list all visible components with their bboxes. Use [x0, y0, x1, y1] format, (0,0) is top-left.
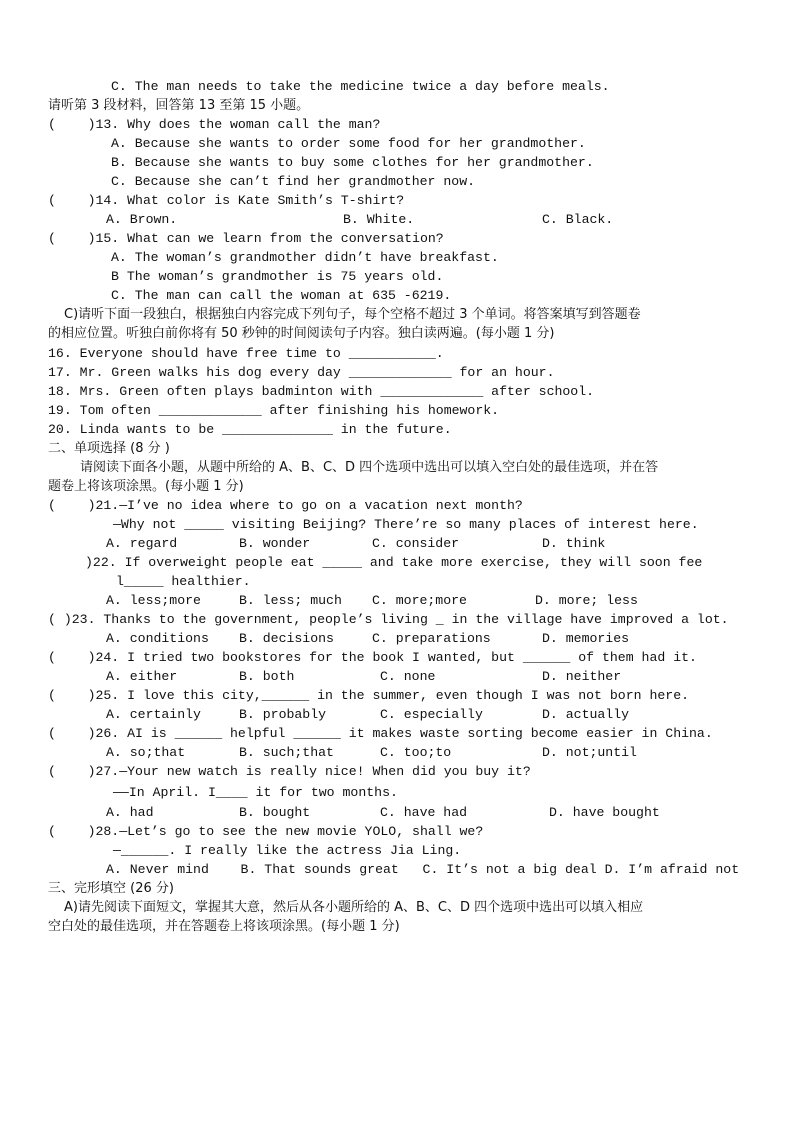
question-14: ( )14. What color is Kate Smith’s T-shirt?: [48, 193, 405, 208]
q21-option-c: C. consider: [372, 536, 460, 551]
q13-option-a: A. Because she wants to order some food for her grandmother.: [111, 136, 586, 151]
question-23: ( )23. Thanks to the government, people’s living _ in the village have improved a lot.: [48, 612, 729, 627]
question-18: 18. Mrs. Green often plays badminton with _____________ after school.: [48, 384, 595, 399]
section2-instruction-1: 请阅读下面各小题，从题中所给的 A、B、C、D 四个选项中选出可以填入空白处的最佳选项，并在答: [80, 460, 659, 475]
q26-option-b: B. such;that: [239, 745, 334, 760]
q24-option-d: D. neither: [542, 669, 622, 684]
q25-option-a: A. certainly: [106, 707, 201, 722]
partc-instruction-2: 的相应位置。听独白前你将有 50 秒钟的时间阅读句子内容。独白读两遍。(每小题 1 分): [48, 326, 555, 341]
question-24: ( )24. I tried two bookstores for the book I wanted, but ______ of them had it.: [48, 650, 697, 665]
q26-option-c: C. too;to: [380, 745, 452, 760]
q27-option-a: A. had: [106, 805, 154, 820]
q24-option-a: A. either: [106, 669, 178, 684]
question-21-reply: —Why not _____ visiting Beijing? There’re so many places of interest here.: [113, 517, 699, 532]
question-22-cont: l_____ healthier.: [116, 574, 251, 589]
q24-option-c: C. none: [380, 669, 436, 684]
q12-option-c: C. The man needs to take the medicine twice a day before meals.: [111, 79, 610, 94]
q25-option-d: D. actually: [542, 707, 630, 722]
question-28-reply: —______. I really like the actress Jia Ling.: [113, 843, 462, 858]
q27-option-b: B. bought: [239, 805, 311, 820]
question-17: 17. Mr. Green walks his dog every day _____________ for an hour.: [48, 365, 555, 380]
question-13: ( )13. Why does the woman call the man?: [48, 117, 381, 132]
question-27-reply: ——In April. I____ it for two months.: [113, 785, 398, 800]
q23-option-b: B. decisions: [239, 631, 334, 646]
partc-instruction-1: C)请听下面一段独白，根据独白内容完成下列句子，每个空格不超过 3 个单词。将答案填写到答题卷: [64, 307, 641, 322]
q23-option-c: C. preparations: [372, 631, 491, 646]
q21-option-a: A. regard: [106, 536, 178, 551]
q15-option-c: C. The man can call the woman at 635 -6219.: [111, 288, 452, 303]
q26-option-d: D. not;until: [542, 745, 637, 760]
q22-option-b: B. less; much: [239, 593, 342, 608]
q25-option-b: B. probably: [239, 707, 327, 722]
question-16: 16. Everyone should have free time to ___________.: [48, 346, 444, 361]
q14-option-a: A. Brown.: [106, 212, 178, 227]
section2-instruction-2: 题卷上将该项涂黑。(每小题 1 分): [48, 479, 244, 494]
question-15: ( )15. What can we learn from the conversation?: [48, 231, 444, 246]
q23-option-d: D. memories: [542, 631, 630, 646]
q14-option-c: C. Black.: [542, 212, 614, 227]
q14-option-b: B. White.: [343, 212, 415, 227]
question-26: ( )26. AI is ______ helpful ______ it makes waste sorting become easier in China.: [48, 726, 713, 741]
q25-option-c: C. especially: [380, 707, 483, 722]
q21-option-d: D. think: [542, 536, 606, 551]
q23-option-a: A. conditions: [106, 631, 209, 646]
q26-option-a: A. so;that: [106, 745, 186, 760]
section2-title: 二、单项选择 (8 分 ): [48, 441, 170, 456]
question-28: ( )28.—Let’s go to see the new movie YOLO, shall we?: [48, 824, 484, 839]
q27-option-d: D. have bought: [549, 805, 660, 820]
question-22: )22. If overweight people eat _____ and take more exercise, they will soon fee: [85, 555, 703, 570]
question-20: 20. Linda wants to be ______________ in the future.: [48, 422, 452, 437]
question-21: ( )21.—I’ve no idea where to go on a vacation next month?: [48, 498, 523, 513]
section3-cloze-instruction-1: A)请先阅读下面短文，掌握其大意，然后从各小题所给的 A、B、C、D 四个选项中选出可以填入相应: [64, 900, 644, 915]
q15-option-b: B The woman’s grandmother is 75 years old.: [111, 269, 444, 284]
section3-instruction: 请听第 3 段材料，回答第 13 至第 15 小题。: [48, 98, 310, 113]
q13-option-c: C. Because she can’t find her grandmother now.: [111, 174, 476, 189]
q13-option-b: B. Because she wants to buy some clothes for her grandmother.: [111, 155, 594, 170]
q15-option-a: A. The woman’s grandmother didn’t have breakfast.: [111, 250, 499, 265]
section3-cloze-instruction-2: 空白处的最佳选项，并在答题卷上将该项涂黑。(每小题 1 分): [48, 919, 400, 934]
q24-option-b: B. both: [239, 669, 295, 684]
q22-option-a: A. less;more: [106, 593, 201, 608]
question-25: ( )25. I love this city,______ in the summer, even though I was not born here.: [48, 688, 690, 703]
question-19: 19. Tom often _____________ after finishing his homework.: [48, 403, 500, 418]
q21-option-b: B. wonder: [239, 536, 311, 551]
section3-title: 三、完形填空 (26 分): [48, 881, 174, 896]
q28-options: A. Never mind B. That sounds great C. It’s not a big deal D. I’m afraid not: [106, 862, 740, 877]
q22-option-c: C. more;more: [372, 593, 467, 608]
question-27: ( )27.—Your new watch is really nice! When did you buy it?: [48, 764, 531, 779]
q27-option-c: C. have had: [380, 805, 468, 820]
q22-option-d: D. more; less: [535, 593, 638, 608]
